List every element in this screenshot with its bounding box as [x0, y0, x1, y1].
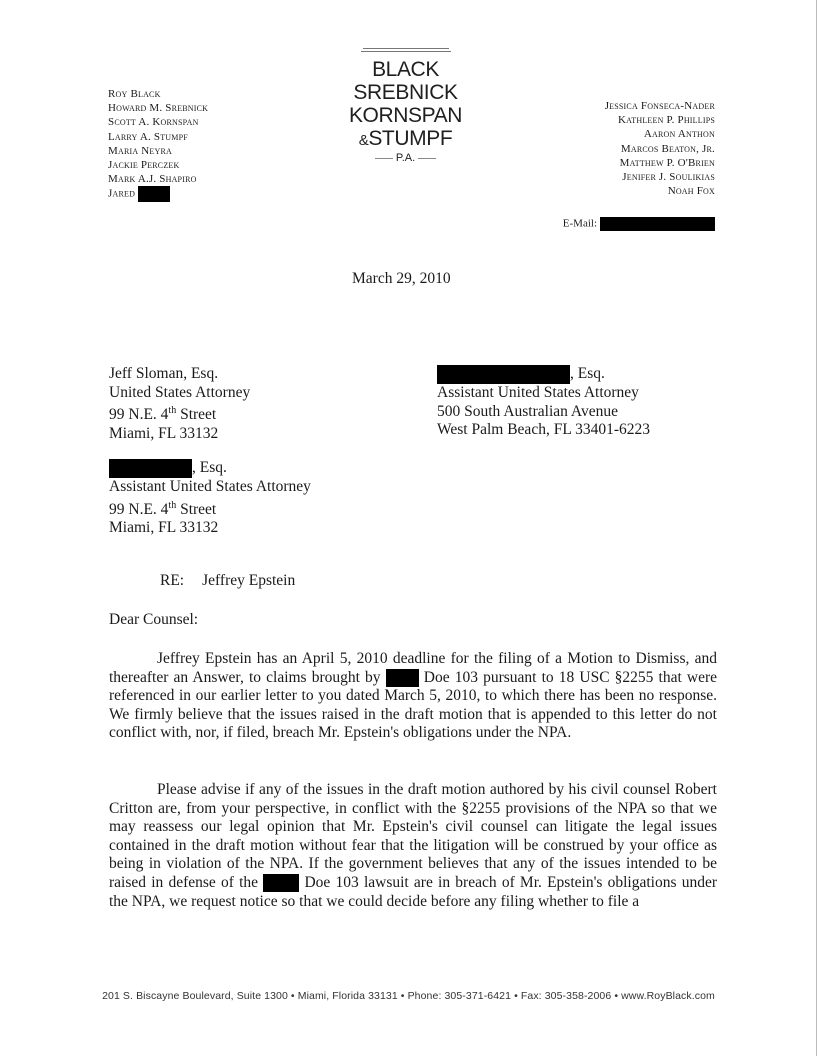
address-line: 99 N.E. 4th Street	[109, 499, 217, 518]
redaction-box	[600, 217, 715, 231]
email-label: E-Mail:	[562, 217, 597, 230]
recipient-address-right	[437, 365, 650, 440]
attorney-name: Maria Neyra	[108, 144, 173, 157]
re-line	[160, 572, 295, 591]
recipient-address-left	[109, 365, 250, 444]
redaction-box	[138, 186, 170, 202]
body-paragraph: Please advise if any of the issues in the draft motion authored by his civil counsel Robert Critton are, from your perspective, in conflict with the §2255 provisions of the NPA so that we may reassess our legal opinion that Mr. Epstein's civil counsel can litigate the legal issues contained in the draft motion without fear that the litigation will be construed by your office as being in violation of the NPA. If the government believes that any of the issues intended to be raised in defense of the Doe 103 lawsuit are in breach of Mr. Epstein's obligations under the NPA, we request notice so that we could decide before any filing whether to file a	[109, 781, 717, 910]
attorney-name: Jessica Fonseca-Nader	[604, 100, 715, 112]
recipient-address-third	[109, 459, 311, 538]
address-line: Miami, FL 33132	[109, 519, 219, 537]
address-line: United States Attorney	[109, 383, 251, 401]
logo-dash	[418, 158, 436, 159]
address-line: West Palm Beach, FL 33401-6223	[437, 421, 650, 439]
address-line: Assistant United States Attorney	[437, 384, 639, 401]
attorney-name-redacted: Jared	[108, 186, 208, 202]
address-line: Assistant United States Attorney	[109, 478, 311, 495]
attorney-name: Kathleen P. Phillips	[618, 114, 715, 127]
address-line: 99 N.E. 4th Street	[109, 405, 217, 424]
logo-word: SREBNICK	[353, 81, 458, 104]
address-line: Miami, FL 33132	[109, 424, 219, 442]
attorney-name: Jenifer J. Soulikias	[622, 171, 715, 184]
logo-dash	[375, 158, 393, 159]
salutation: Dear Counsel:	[109, 611, 199, 628]
logo-ampersand: &	[358, 132, 369, 149]
attorney-name: Aaron Anthon	[643, 128, 715, 141]
attorney-name: Marcos Beaton, Jr.	[620, 142, 715, 155]
re-label: RE:	[160, 572, 185, 589]
redaction-box	[109, 459, 192, 478]
email-line	[563, 217, 715, 231]
attorney-name: Scott A. Kornspan	[108, 116, 199, 129]
letter-date: March 29, 2010	[352, 270, 451, 287]
logo-rule	[363, 48, 449, 49]
left-attorney-list	[108, 87, 208, 202]
attorney-name: Matthew P. O'Brien	[619, 156, 715, 169]
redaction-box	[263, 874, 299, 892]
attorney-name: Howard M. Srebnick	[108, 102, 209, 115]
address-line: , Esq.	[109, 459, 311, 478]
address-line: , Esq.	[437, 365, 650, 384]
redaction-box	[386, 669, 419, 687]
attorney-name: Roy Black	[108, 88, 161, 100]
body-paragraph: Jeffrey Epstein has an April 5, 2010 deadline for the filing of a Motion to Dismiss, and thereafter an Answer, to claims brought by Doe 103 pursuant to 18 USC §2255 that were referenced in our earlier letter to you dated March 5, 2010, to which there has been no response. We firmly believe that the issues raised in the draft motion that is appended to this letter do not conflict with, nor, if filed, breach Mr. Epstein's obligations under the NPA.	[109, 650, 718, 742]
attorney-name: Mark A.J. Shapiro	[108, 173, 197, 186]
attorney-name: Noah Fox	[667, 185, 715, 198]
letterhead-footer: 201 S. Biscayne Boulevard, Suite 1300 • Miami, Florida 33131 • Phone: 305-371-6421 • Fax: 305-358-2006 • www.RoyBlack.com	[102, 990, 715, 1002]
logo-word: KORNSPAN	[348, 104, 463, 127]
right-attorney-list	[605, 99, 715, 198]
re-subject: Jeffrey Epstein	[202, 572, 296, 589]
logo-word: BLACK	[372, 58, 439, 81]
address-line: Jeff Sloman, Esq.	[109, 365, 219, 382]
address-line: 500 South Australian Avenue	[437, 402, 618, 420]
redaction-box	[437, 365, 570, 384]
logo-suffix: P.A.	[343, 152, 468, 164]
firm-logo	[343, 48, 468, 164]
attorney-name: Jackie Perczek	[108, 159, 180, 172]
attorney-name: Larry A. Stumpf	[108, 130, 188, 143]
logo-word-amp-line: &STUMPF	[358, 127, 453, 150]
logo-rule	[361, 51, 451, 52]
